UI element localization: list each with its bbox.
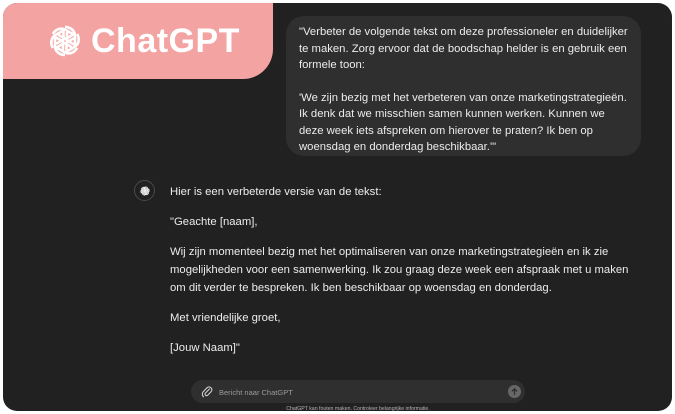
paperclip-icon[interactable] [201,385,213,398]
assistant-message-paragraph: Hier is een verbeterde versie van de tekst: [170,186,382,198]
arrow-up-icon [510,387,519,396]
user-message-bubble [286,16,641,156]
openai-logo-icon [139,185,151,197]
assistant-message-paragraph: Wij zijn momenteel bezig met het optimaliseren van onze marketingstrategieën en ik zie mogelijkheden voor een samenwerking. Ik zou graag deze week een afspraak met u maken om dit verder te bespreken. Ik ben beschikbaar op woensdag en donderdag. [170,246,629,294]
assistant-avatar [134,180,155,201]
chat-window [3,3,672,411]
brand-banner [3,3,273,79]
assistant-message-paragraph: Met vriendelijke groet, [170,312,281,324]
assistant-message-paragraph: "Geachte [naam], [170,216,258,228]
brand-name: ChatGPT [91,21,240,60]
send-button[interactable] [508,385,521,398]
user-message-paragraph: 'We zijn bezig met het verbeteren van onze marketingstrategieën. Ik denk dat we misschien samen kunnen werken. Kunnen we deze week iets afspreken om hierover te praten? Ik ben op woensdag en donderdag beschikbaar.'" [299,91,627,153]
user-message-paragraph: "Verbeter de volgende tekst om deze professioneler en duidelijker te maken. Zorg ervoor dat de boodschap helder is en gebruik een formele toon: [299,26,628,71]
openai-logo-icon [45,21,85,61]
assistant-message [170,183,640,357]
disclaimer-text: ChatGPT kan fouten maken. Controleer belangrijke informatie. [286,406,430,411]
message-input[interactable] [217,382,501,403]
message-composer [191,380,525,403]
assistant-message-paragraph: [Jouw Naam]" [170,342,240,354]
